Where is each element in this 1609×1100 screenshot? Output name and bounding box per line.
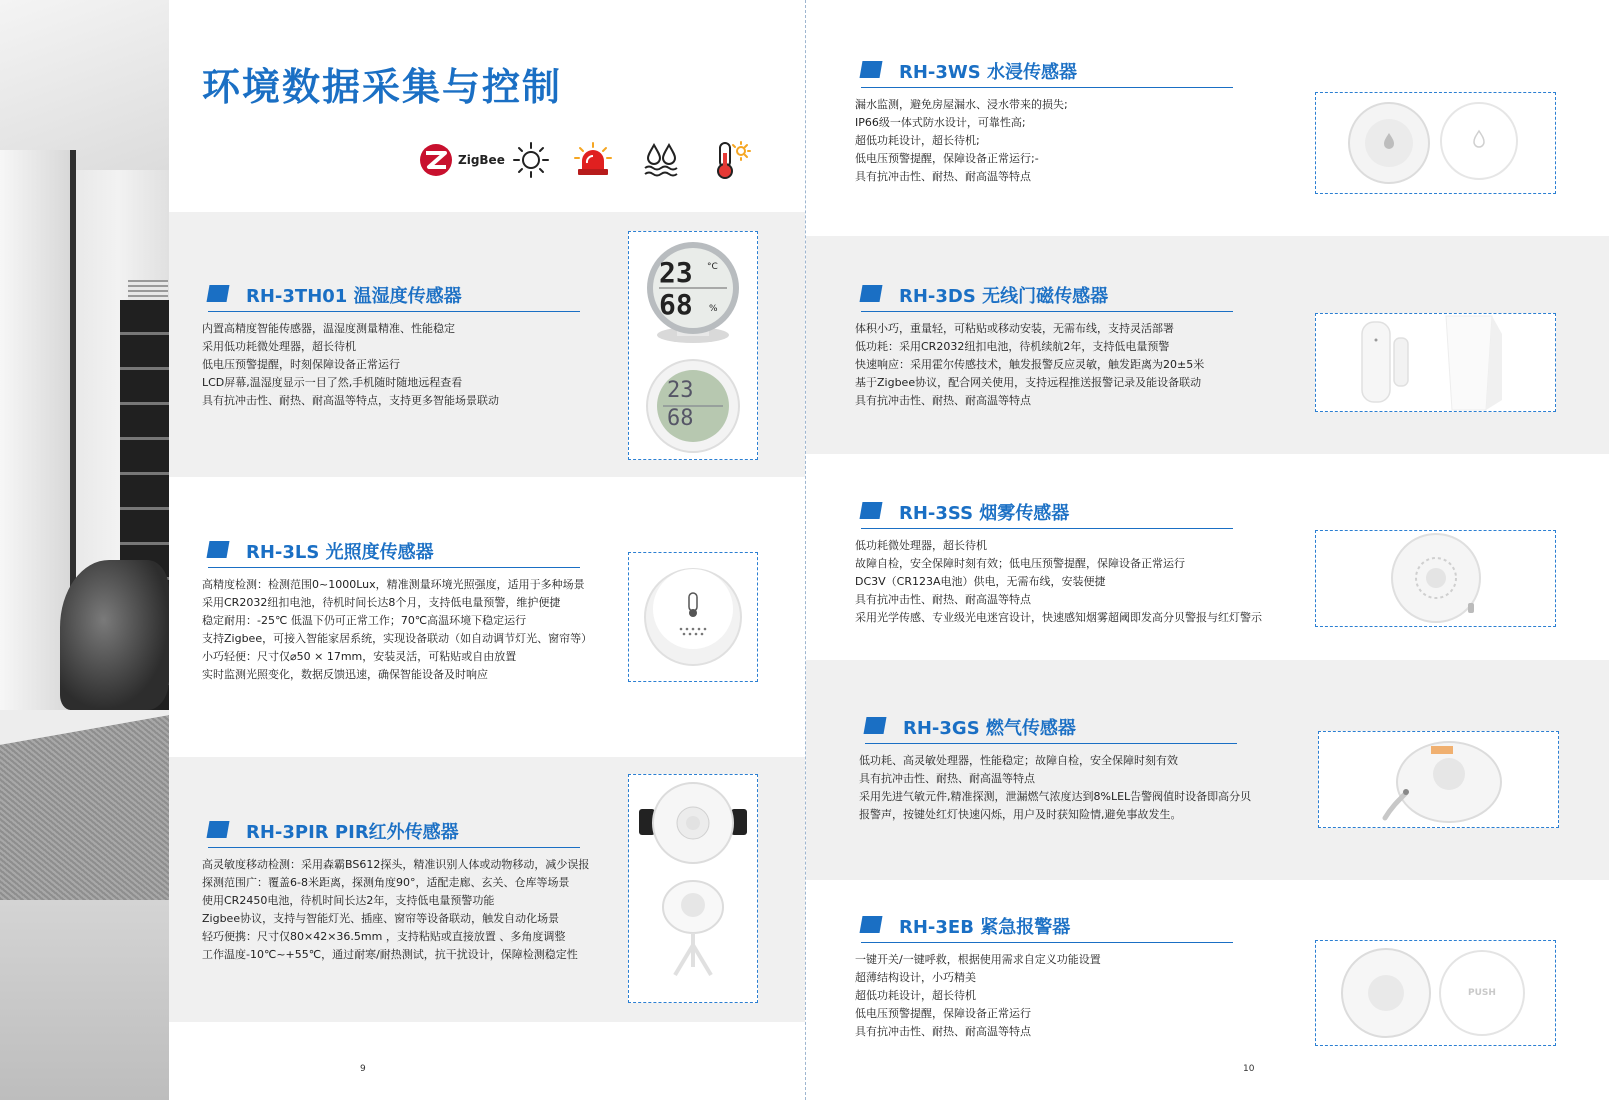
heading-rule <box>208 311 580 312</box>
feature-line: 超薄结构设计，小巧精美 <box>855 971 976 984</box>
water-sensor-image <box>1316 93 1555 193</box>
feature-line: 稳定耐用：-25℃ 低温下仍可正常工作；70℃高温环境下稳定运行 <box>202 614 527 627</box>
product-features <box>202 576 592 684</box>
heading-rule <box>865 743 1237 744</box>
feature-line: 快速响应：采用霍尔传感技术，触发报警反应灵敏，触发距离为20±5米 <box>855 358 1205 371</box>
feature-line: LCD屏幕,温湿度显示一目了然,手机随时随地远程查看 <box>202 376 463 389</box>
lcd-unit-pct-top: % <box>709 304 718 314</box>
product-image-eb <box>1315 940 1556 1046</box>
heading-marker <box>860 502 883 519</box>
zigbee-logo-icon <box>418 142 505 178</box>
feature-line: DC3V（CR123A电池）供电，无需布线，安装便捷 <box>855 575 1106 588</box>
product-image-ds <box>1315 313 1556 412</box>
photo-floor <box>0 900 169 1100</box>
feature-line: 使用CR2450电池，待机时间长达2年，支持低电量预警功能 <box>202 894 495 907</box>
feature-line: 低电压预警提醒，时刻保障设备正常运行 <box>202 358 400 371</box>
door-sensor-image <box>1316 314 1555 411</box>
feature-line: 轻巧便携：尺寸仅80×42×36.5mm ，支持粘贴或直接放置 、多角度调整 <box>202 930 566 943</box>
heading-marker <box>207 285 230 302</box>
emergency-button-image <box>1316 941 1555 1045</box>
feature-line: 探测范围广：覆盖6-8米距离，探测角度90°，适配走廊、玄关、仓库等场景 <box>202 876 570 889</box>
heading-marker <box>860 916 883 933</box>
feature-line: 低电压预警提醒，保障设备正常运行 <box>855 1007 1031 1020</box>
feature-line: 高灵敏度移动检测：采用森霸BS612探头，精准识别人体或动物移动，减少误报 <box>202 858 590 871</box>
feature-line: IP66级一体式防水设计，可靠性高; <box>855 116 1026 129</box>
product-image-gs <box>1318 731 1559 828</box>
product-title: RH-3PIR PIR红外传感器 <box>246 822 459 843</box>
feature-line: 采用光学传感、专业级光电迷宫设计，快速感知烟雾超阈即发高分贝警报与红灯警示 <box>855 611 1262 624</box>
feature-line: 具有抗冲击性、耐热、耐高温等特点 <box>859 772 1035 785</box>
lcd-unit-c-top: °C <box>707 262 718 272</box>
heading-marker <box>864 717 887 734</box>
feature-line: 故障自检，安全保障时刻有效；低电压预警提醒，保障设备正常运行 <box>855 557 1185 570</box>
heading-marker <box>860 61 883 78</box>
product-title: RH-3LS 光照度传感器 <box>246 542 434 563</box>
heading-rule <box>208 847 580 848</box>
alarm-light-icon <box>572 141 614 179</box>
feature-line: 一键开关/一键呼救，根据使用需求自定义功能设置 <box>855 953 1101 966</box>
heading-rule <box>861 528 1233 529</box>
feature-line: 漏水监测，避免房屋漏水、浸水带来的损失; <box>855 98 1068 111</box>
feature-line: 低功耗：采用CR2032纽扣电池，待机续航2年，支持低电量预警 <box>855 340 1170 353</box>
feature-line: 报警声，按键处红灯快速闪烁，用户及时获知险情,避免事故发生。 <box>859 808 1182 821</box>
sun-icon <box>512 141 550 179</box>
heading-marker <box>207 541 230 558</box>
feature-line: 采用先进气敏元件,精准探测，泄漏燃气浓度达到8%LEL告警阀值时设备即高分贝 <box>859 790 1252 803</box>
interior-photo <box>0 0 169 1100</box>
page-number-left: 9 <box>360 1064 366 1074</box>
product-title: RH-3EB 紧急报警器 <box>899 917 1071 938</box>
heading-marker <box>207 821 230 838</box>
feature-line: 低电压预警提醒，保障设备正常运行;- <box>855 152 1039 165</box>
product-image-ws <box>1315 92 1556 194</box>
product-features <box>855 320 1204 410</box>
heading-rule <box>208 567 580 568</box>
page-title: 环境数据采集与控制 <box>202 65 563 109</box>
product-title: RH-3SS 烟雾传感器 <box>899 503 1070 524</box>
heading-rule <box>861 311 1233 312</box>
product-features <box>855 96 1068 186</box>
product-title: RH-3TH01 温湿度传感器 <box>246 286 462 307</box>
smoke-sensor-image <box>1316 531 1555 626</box>
product-features <box>202 856 589 964</box>
page-number-right: 10 <box>1243 1064 1255 1074</box>
feature-line: 具有抗冲击性、耐热、耐高温等特点 <box>855 593 1031 606</box>
feature-line: 具有抗冲击性、耐热、耐高温等特点 <box>855 1025 1031 1038</box>
product-image-ls <box>628 552 758 682</box>
product-title: RH-3WS 水浸传感器 <box>899 62 1078 83</box>
heading-rule <box>861 87 1233 88</box>
product-features <box>855 951 1101 1041</box>
feature-line: 具有抗冲击性、耐热、耐高温等特点 <box>855 394 1031 407</box>
feature-line: 具有抗冲击性、耐热、耐高温等特点，支持更多智能场景联动 <box>202 394 499 407</box>
product-title: RH-3GS 燃气传感器 <box>903 718 1076 739</box>
feature-line: 采用CR2032纽扣电池，待机时间长达8个月，支持低电量预警，维护便捷 <box>202 596 561 609</box>
feature-line: 超低功耗设计，超长待机 <box>855 989 976 1002</box>
push-button-label: PUSH <box>1468 988 1496 998</box>
photo-vent <box>128 280 168 302</box>
heading-marker <box>860 285 883 302</box>
zigbee-label: ZigBee <box>458 153 505 167</box>
pir-sensor-image <box>629 775 757 1002</box>
product-image-ss <box>1315 530 1556 627</box>
product-title: RH-3DS 无线门磁传感器 <box>899 286 1109 307</box>
feature-line: 实时监测光照变化，数据反馈迅速，确保智能设备及时响应 <box>202 668 488 681</box>
product-features <box>855 537 1262 627</box>
product-image-pir <box>628 774 758 1003</box>
heading-rule <box>861 942 1233 943</box>
feature-line: 内置高精度智能传感器，温湿度测量精准、性能稳定 <box>202 322 455 335</box>
product-features <box>202 320 499 410</box>
feature-line: 高精度检测：检测范围0~1000Lux，精准测量环境光照强度，适用于多种场景 <box>202 578 585 591</box>
feature-line: Zigbee协议，支持与智能灯光、插座、窗帘等设备联动，触发自动化场景 <box>202 912 560 925</box>
product-features <box>859 752 1251 824</box>
product-image-th01 <box>628 231 758 460</box>
thermometer-icon <box>712 139 752 181</box>
feature-line: 超低功耗设计，超长待机; <box>855 134 980 147</box>
photo-chair <box>60 560 169 710</box>
water-drops-icon <box>642 141 682 179</box>
feature-line: 低功耗微处理器，超长待机 <box>855 539 987 552</box>
feature-line: 工作温度-10℃~+55℃，通过耐寒/耐热测试，抗干扰设计，保障检测稳定性 <box>202 948 578 961</box>
lcd-humidity-bottom: 68 <box>667 406 694 431</box>
photo-ceiling <box>0 0 169 170</box>
feature-line: 支持Zigbee，可接入智能家居系统，实现设备联动（如自动调节灯光、窗帘等） <box>202 632 593 645</box>
feature-line: 体积小巧，重量轻，可粘贴或移动安装，无需布线，支持灵活部署 <box>855 322 1174 335</box>
page-divider <box>805 0 806 1100</box>
gas-sensor-image <box>1319 732 1558 827</box>
lcd-temp-bottom: 23 <box>667 378 694 403</box>
feature-line: 小巧轻便：尺寸仅⌀50 × 17mm，安装灵活，可粘贴或自由放置 <box>202 650 517 663</box>
feature-line: 采用低功耗微处理器，超长待机 <box>202 340 356 353</box>
light-sensor-image <box>629 553 757 681</box>
feature-line: 具有抗冲击性、耐热、耐高温等特点 <box>855 170 1031 183</box>
lcd-humidity-top: 68 <box>659 288 693 321</box>
feature-line: 低功耗、高灵敏处理器，性能稳定；故障自检，安全保障时刻有效 <box>859 754 1178 767</box>
feature-line: 基于Zigbee协议，配合网关使用，支持远程推送报警记录及能设备联动 <box>855 376 1202 389</box>
lcd-temp-top: 23 <box>659 256 693 289</box>
